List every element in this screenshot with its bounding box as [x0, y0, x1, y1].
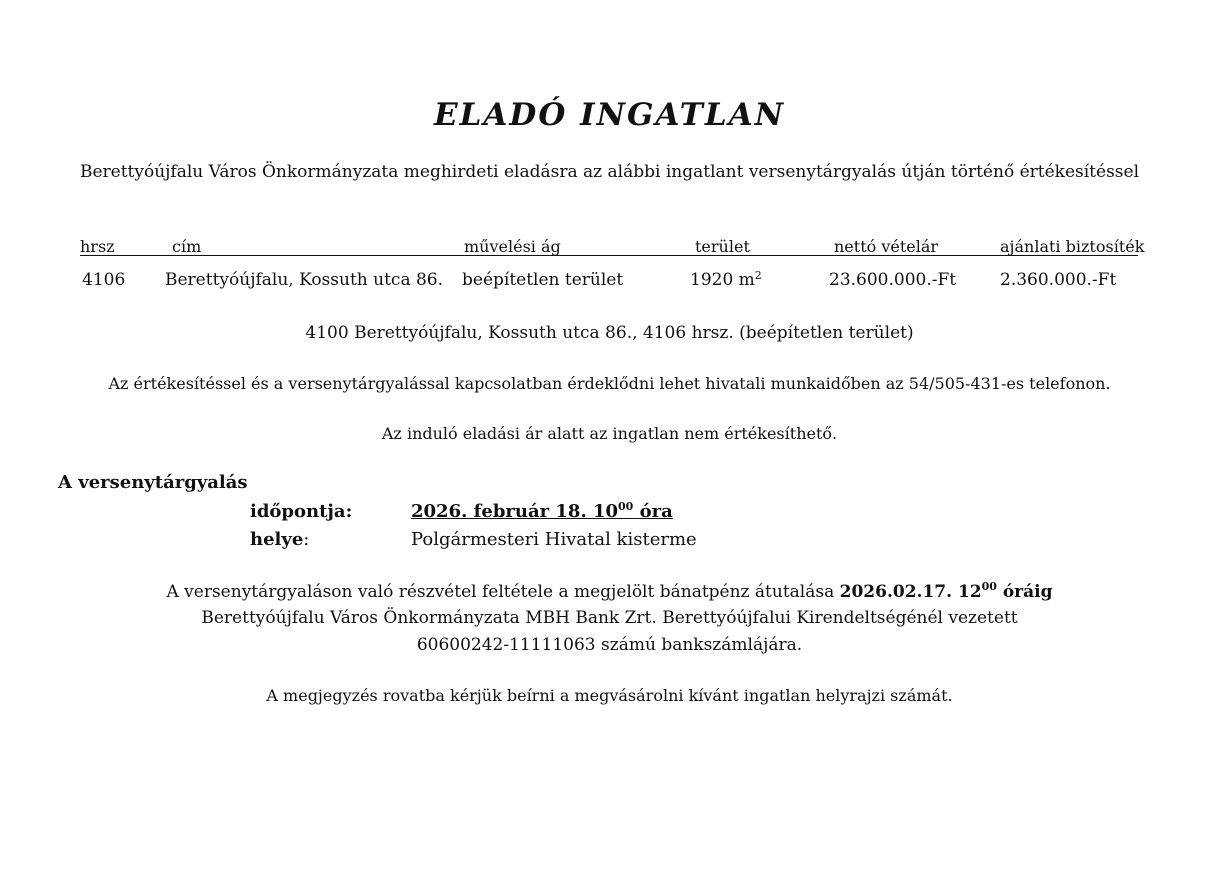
page-title: ELADÓ INGATLAN [433, 97, 786, 133]
auction-place-label [250, 529, 309, 550]
condition-line-3: 60600242-11111063 számú bankszámlájára. [416, 635, 803, 655]
auction-place-value: Polgármesteri Hivatal kisterme [411, 529, 697, 550]
auction-heading: A versenytárgyalás [58, 472, 248, 493]
condition-deadline [840, 582, 1053, 602]
condition-deadline-main: 2026.02.17. 12 [839, 582, 982, 602]
note-line: A megjegyzés rovatba kérjük beírni a megvásárolni kívánt ingatlan helyrajzi számát. [266, 686, 953, 705]
column-header-cim: cím [172, 237, 202, 256]
cell-muvelesi-ag: beépítetlen terület [462, 270, 624, 290]
cell-netto-vetelar: 23.600.000.-Ft [829, 270, 957, 290]
column-header-hrsz: hrsz [80, 237, 115, 256]
column-header-terulet: terület [695, 237, 750, 256]
contact-line: Az értékesítéssel és a versenytárgyalással kapcsolatban érdeklődni lehet hivatali munkaidőben az 54/505-431-es telefonon. [108, 374, 1111, 393]
cell-terulet-unit-sup: 2 [754, 269, 762, 282]
condition-line-1 [0, 582, 1219, 602]
condition-line-1-text: A versenytárgyaláson való részvétel feltétele a megjelölt bánatpénz átutalása [166, 582, 840, 602]
auction-date-suffix: óra [633, 501, 673, 522]
auction-date-label: időpontja: [250, 501, 353, 522]
auction-date-sup: 00 [618, 500, 634, 513]
auction-date-value [411, 501, 673, 522]
cell-ajanlati-biztositek: 2.360.000.-Ft [1000, 270, 1117, 290]
auction-place-label-colon: : [303, 529, 310, 550]
condition-line-2: Berettyóújfalu Város Önkormányzata MBH Bank Zrt. Berettyóújfalui Kirendeltségénél vezetett [201, 608, 1018, 628]
cell-hrsz: 4106 [82, 270, 126, 290]
intro-text: Berettyóújfalu Város Önkormányzata meghirdeti eladásra az alábbi ingatlant versenytárgyalás útján történő értékesítéssel [79, 162, 1140, 182]
auction-date-main: 2026. február 18. 10 [411, 501, 619, 522]
auction-place-label-text: helye [250, 529, 304, 550]
min-price-line: Az induló eladási ár alatt az ingatlan nem értékesíthető. [381, 424, 838, 443]
cell-terulet [690, 270, 762, 290]
column-header-muvelesi-ag: művelési ág [464, 237, 561, 256]
condition-deadline-sup: 00 [981, 580, 997, 593]
column-header-netto-vetelar: nettó vételár [834, 237, 939, 256]
address-line: 4100 Berettyóújfalu, Kossuth utca 86., 4106 hrsz. (beépítetlen terület) [305, 323, 914, 343]
table-header-rule [80, 255, 1138, 256]
condition-deadline-suffix: óráig [996, 582, 1053, 602]
column-header-ajanlati-biztositek: ajánlati biztosíték [1000, 237, 1145, 256]
cell-cim: Berettyóújfalu, Kossuth utca 86. [165, 270, 444, 290]
cell-terulet-value: 1920 m [690, 270, 755, 290]
